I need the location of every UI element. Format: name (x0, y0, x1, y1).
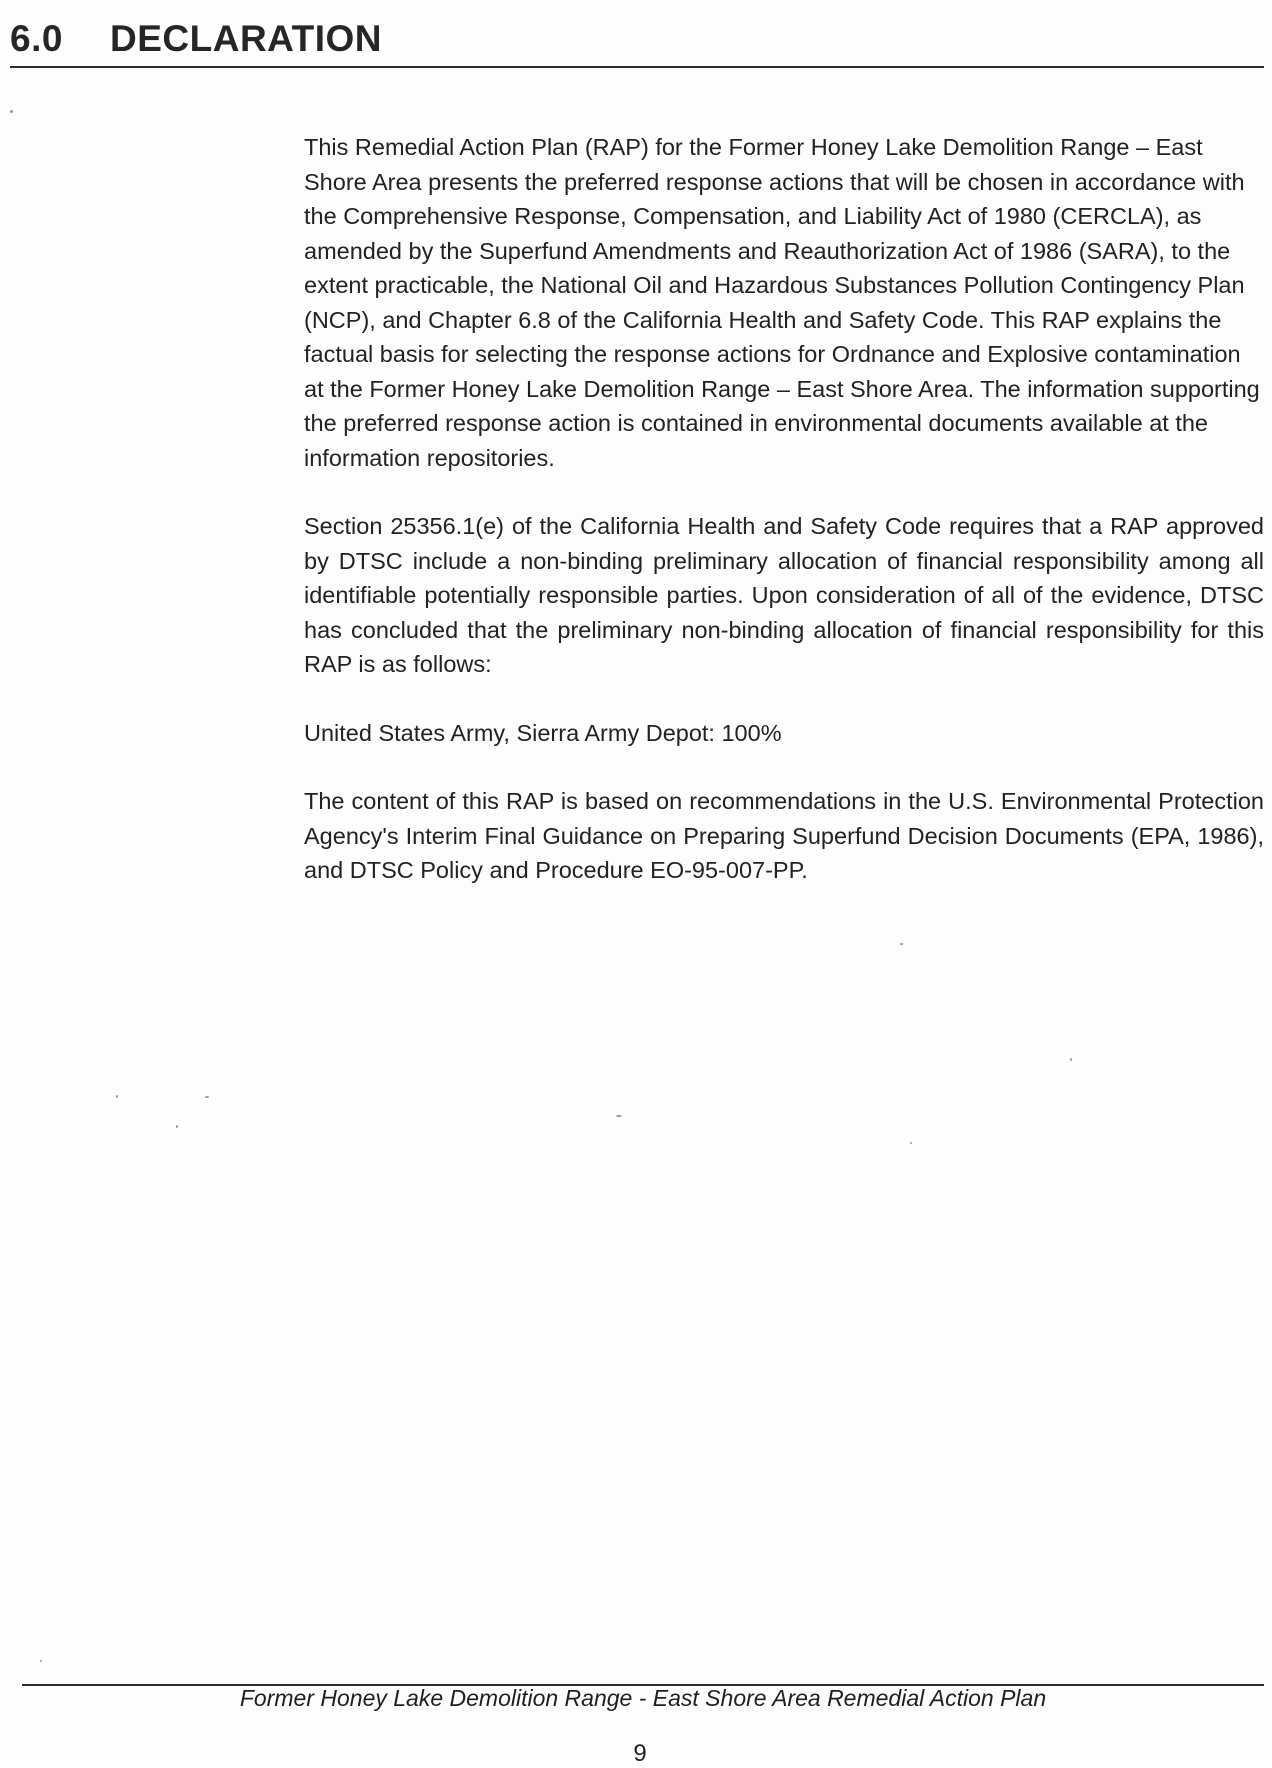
scan-speck (910, 1142, 912, 1144)
scan-speck (1070, 1058, 1072, 1061)
scan-speck (205, 1096, 209, 1098)
section-number: 6.0 (10, 18, 63, 59)
section-title: DECLARATION (110, 18, 383, 59)
allocation-intro-paragraph: Section 25356.1(e) of the California Health and Safety Code requires that a RAP approved by DTSC include a non-binding preliminary allocation of financial responsibility among all identifiable potentially responsible parties. Upon consideration of all of the evidence, DTSC has concluded that the preliminary non-binding allocation of financial responsibility for this RAP is as follows: (304, 513, 1264, 677)
scan-speck (10, 110, 13, 113)
basis-paragraph: The content of this RAP is based on recommendations in the U.S. Environmental Protection Agency's Interim Final Guidance on Preparing Superfund Decision Documents (EPA, 1986), and DTSC Policy and Procedure EO-95-007-PP. (304, 788, 1264, 883)
allocation-statement: United States Army, Sierra Army Depot: 100% (304, 719, 782, 746)
section-body (304, 130, 1264, 922)
scan-speck (40, 1660, 42, 1662)
footer-title: Former Honey Lake Demolition Range - East Shore Area Remedial Action Plan (239, 1685, 1047, 1711)
page-number: 9 (633, 1740, 647, 1767)
scan-speck (616, 1115, 622, 1117)
intro-paragraph: This Remedial Action Plan (RAP) for the Former Honey Lake Demolition Range – East Shore Area presents the preferred response actions that will be chosen in accordance with the Comprehensive Response, Compensation, and Liability Act of 1980 (CERCLA), as amended by the Superfund Amendments and Reauthorization Act of 1986 (SARA), to the extent practicable, the National Oil and Hazardous Substances Pollution Contingency Plan (NCP), and Chapter 6.8 of the California Health and Safety Code. This RAP explains the factual basis for selecting the response actions for Ordnance and Explosive contamination at the Former Honey Lake Demolition Range – East Shore Area. The information supporting the preferred response action is contained in environmental documents available at the information repositories. (304, 134, 1260, 471)
scan-speck (176, 1125, 178, 1128)
header-rule (10, 66, 1264, 68)
scan-speck (900, 943, 903, 945)
scan-speck (116, 1095, 118, 1098)
section-heading (10, 18, 382, 60)
